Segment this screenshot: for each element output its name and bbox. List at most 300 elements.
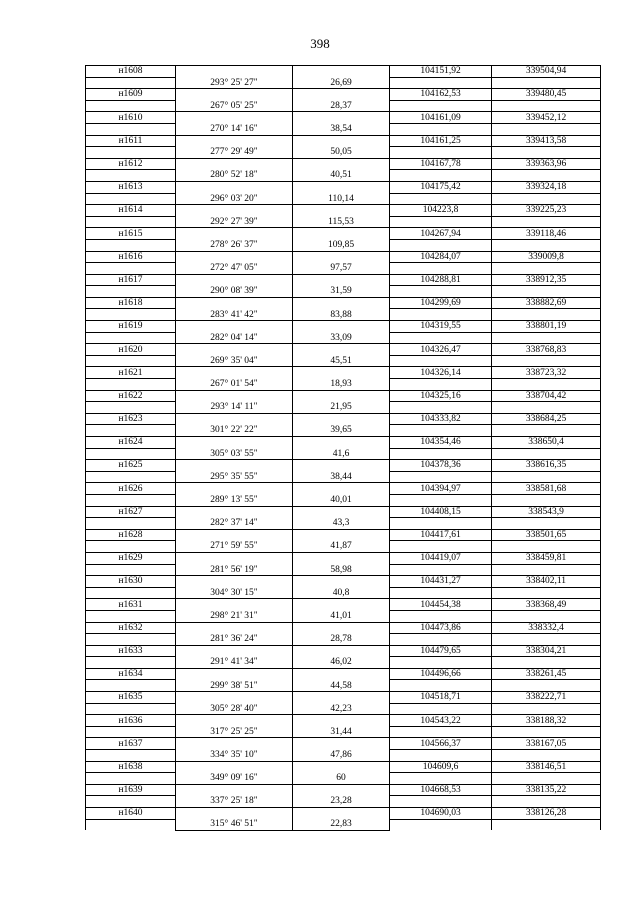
angle-blank-cell <box>176 599 293 611</box>
point-blank-cell <box>86 796 176 808</box>
y-blank-cell <box>492 494 601 506</box>
x-coordinate-cell: 104284,07 <box>390 251 492 263</box>
point-name-cell: н1628 <box>86 529 176 541</box>
segment-row <box>86 703 601 715</box>
length-blank-cell <box>293 738 390 750</box>
point-row <box>86 228 601 240</box>
angle-blank-cell <box>176 506 293 518</box>
x-coordinate-cell: 104431,27 <box>390 576 492 588</box>
point-row <box>86 529 601 541</box>
segment-row <box>86 402 601 414</box>
direction-angle-cell: 282° 04' 14" <box>176 332 293 344</box>
segment-length-cell: 39,65 <box>293 425 390 437</box>
x-blank-cell <box>390 239 492 251</box>
x-coordinate-cell: 104175,42 <box>390 181 492 193</box>
y-coordinate-cell: 339413,58 <box>492 135 601 147</box>
segment-length-cell: 26,69 <box>293 77 390 89</box>
segment-row <box>86 170 601 182</box>
point-blank-cell <box>86 703 176 715</box>
length-blank-cell <box>293 506 390 518</box>
point-name-cell: н1621 <box>86 367 176 379</box>
point-blank-cell <box>86 518 176 530</box>
direction-angle-cell: 292° 27' 39" <box>176 216 293 228</box>
y-blank-cell <box>492 657 601 669</box>
point-blank-cell <box>86 773 176 785</box>
point-row <box>86 645 601 657</box>
segment-row <box>86 263 601 275</box>
x-coordinate-cell: 104518,71 <box>390 692 492 704</box>
page-number: 398 <box>310 36 330 51</box>
y-blank-cell <box>492 355 601 367</box>
y-blank-cell <box>492 147 601 159</box>
y-coordinate-cell: 338332,4 <box>492 622 601 634</box>
segment-row <box>86 819 601 830</box>
segment-length-cell: 42,23 <box>293 703 390 715</box>
point-name-cell: н1627 <box>86 506 176 518</box>
length-blank-cell <box>293 413 390 425</box>
y-blank-cell <box>492 425 601 437</box>
segment-length-cell: 97,57 <box>293 263 390 275</box>
y-blank-cell <box>492 402 601 414</box>
y-coordinate-cell: 338304,21 <box>492 645 601 657</box>
y-blank-cell <box>492 518 601 530</box>
direction-angle-cell: 337° 25' 18" <box>176 796 293 808</box>
angle-blank-cell <box>176 576 293 588</box>
point-name-cell: н1634 <box>86 668 176 680</box>
point-row <box>86 367 601 379</box>
direction-angle-cell: 281° 36' 24" <box>176 634 293 646</box>
point-name-cell: н1608 <box>86 66 176 78</box>
point-name-cell: н1618 <box>86 297 176 309</box>
point-blank-cell <box>86 726 176 738</box>
point-name-cell: н1635 <box>86 692 176 704</box>
point-row <box>86 668 601 680</box>
x-blank-cell <box>390 448 492 460</box>
point-row <box>86 274 601 286</box>
y-coordinate-cell: 338135,22 <box>492 784 601 796</box>
angle-blank-cell <box>176 784 293 796</box>
point-row <box>86 622 601 634</box>
x-coordinate-cell: 104162,53 <box>390 89 492 101</box>
direction-angle-cell: 301° 22' 22" <box>176 425 293 437</box>
y-blank-cell <box>492 680 601 692</box>
x-blank-cell <box>390 170 492 182</box>
x-coordinate-cell: 104288,81 <box>390 274 492 286</box>
x-coordinate-cell: 104454,38 <box>390 599 492 611</box>
x-blank-cell <box>390 471 492 483</box>
length-blank-cell <box>293 135 390 147</box>
y-coordinate-cell: 338704,42 <box>492 390 601 402</box>
segment-length-cell: 22,83 <box>293 819 390 830</box>
y-coordinate-cell: 338650,4 <box>492 437 601 449</box>
length-blank-cell <box>293 181 390 193</box>
point-name-cell: н1610 <box>86 112 176 124</box>
point-row <box>86 552 601 564</box>
x-blank-cell <box>390 680 492 692</box>
point-blank-cell <box>86 332 176 344</box>
y-coordinate-cell: 339118,46 <box>492 228 601 240</box>
y-blank-cell <box>492 332 601 344</box>
x-blank-cell <box>390 379 492 391</box>
point-blank-cell <box>86 657 176 669</box>
segment-length-cell: 40,8 <box>293 587 390 599</box>
segment-row <box>86 147 601 159</box>
point-blank-cell <box>86 77 176 89</box>
direction-angle-cell: 315° 46' 51" <box>176 819 293 830</box>
point-blank-cell <box>86 147 176 159</box>
y-coordinate-cell: 339363,96 <box>492 158 601 170</box>
point-blank-cell <box>86 216 176 228</box>
direction-angle-cell: 293° 25' 27" <box>176 77 293 89</box>
direction-angle-cell: 269° 35' 04" <box>176 355 293 367</box>
x-coordinate-cell: 104668,53 <box>390 784 492 796</box>
y-blank-cell <box>492 77 601 89</box>
segment-length-cell: 41,6 <box>293 448 390 460</box>
segment-row <box>86 448 601 460</box>
x-blank-cell <box>390 263 492 275</box>
x-coordinate-cell: 104299,69 <box>390 297 492 309</box>
angle-blank-cell <box>176 135 293 147</box>
segment-row <box>86 239 601 251</box>
point-row <box>86 784 601 796</box>
point-row <box>86 135 601 147</box>
point-blank-cell <box>86 541 176 553</box>
segment-row <box>86 100 601 112</box>
segment-row <box>86 657 601 669</box>
x-blank-cell <box>390 796 492 808</box>
length-blank-cell <box>293 645 390 657</box>
angle-blank-cell <box>176 181 293 193</box>
angle-blank-cell <box>176 390 293 402</box>
point-name-cell: н1640 <box>86 808 176 820</box>
segment-length-cell: 45,51 <box>293 355 390 367</box>
point-row <box>86 460 601 472</box>
point-name-cell: н1619 <box>86 321 176 333</box>
direction-angle-cell: 282° 37' 14" <box>176 518 293 530</box>
y-coordinate-cell: 338501,65 <box>492 529 601 541</box>
direction-angle-cell: 299° 38' 51" <box>176 680 293 692</box>
length-blank-cell <box>293 784 390 796</box>
x-blank-cell <box>390 703 492 715</box>
length-blank-cell <box>293 390 390 402</box>
direction-angle-cell: 296° 03' 20" <box>176 193 293 205</box>
direction-angle-cell: 298° 21' 31" <box>176 610 293 622</box>
y-coordinate-cell: 338581,68 <box>492 483 601 495</box>
point-name-cell: н1637 <box>86 738 176 750</box>
coordinates-table <box>85 65 601 831</box>
length-blank-cell <box>293 529 390 541</box>
y-blank-cell <box>492 379 601 391</box>
length-blank-cell <box>293 112 390 124</box>
segment-length-cell: 58,98 <box>293 564 390 576</box>
y-coordinate-cell: 338188,32 <box>492 715 601 727</box>
length-blank-cell <box>293 622 390 634</box>
x-coordinate-cell: 104378,36 <box>390 460 492 472</box>
x-blank-cell <box>390 494 492 506</box>
point-name-cell: н1631 <box>86 599 176 611</box>
segment-row <box>86 773 601 785</box>
point-blank-cell <box>86 564 176 576</box>
point-blank-cell <box>86 239 176 251</box>
point-blank-cell <box>86 587 176 599</box>
length-blank-cell <box>293 158 390 170</box>
angle-blank-cell <box>176 645 293 657</box>
direction-angle-cell: 334° 35' 10" <box>176 750 293 762</box>
y-coordinate-cell: 339009,8 <box>492 251 601 263</box>
x-blank-cell <box>390 726 492 738</box>
x-blank-cell <box>390 564 492 576</box>
direction-angle-cell: 289° 13' 55" <box>176 494 293 506</box>
angle-blank-cell <box>176 112 293 124</box>
angle-blank-cell <box>176 460 293 472</box>
point-row <box>86 413 601 425</box>
segment-row <box>86 564 601 576</box>
point-row <box>86 738 601 750</box>
x-blank-cell <box>390 610 492 622</box>
point-blank-cell <box>86 263 176 275</box>
length-blank-cell <box>293 321 390 333</box>
length-blank-cell <box>293 668 390 680</box>
x-blank-cell <box>390 100 492 112</box>
point-name-cell: н1638 <box>86 761 176 773</box>
segment-length-cell: 38,54 <box>293 123 390 135</box>
length-blank-cell <box>293 761 390 773</box>
point-name-cell: н1611 <box>86 135 176 147</box>
segment-row <box>86 355 601 367</box>
segment-length-cell: 33,09 <box>293 332 390 344</box>
x-blank-cell <box>390 750 492 762</box>
x-blank-cell <box>390 425 492 437</box>
x-blank-cell <box>390 773 492 785</box>
point-row <box>86 297 601 309</box>
x-coordinate-cell: 104151,92 <box>390 66 492 78</box>
x-coordinate-cell: 104319,55 <box>390 321 492 333</box>
x-coordinate-cell: 104609,6 <box>390 761 492 773</box>
point-row <box>86 808 601 820</box>
length-blank-cell <box>293 692 390 704</box>
point-blank-cell <box>86 494 176 506</box>
point-row <box>86 89 601 101</box>
x-coordinate-cell: 104566,37 <box>390 738 492 750</box>
segment-length-cell: 43,3 <box>293 518 390 530</box>
x-coordinate-cell: 104333,82 <box>390 413 492 425</box>
point-row <box>86 692 601 704</box>
angle-blank-cell <box>176 437 293 449</box>
direction-angle-cell: 305° 03' 55" <box>176 448 293 460</box>
segment-row <box>86 471 601 483</box>
segment-row <box>86 680 601 692</box>
angle-blank-cell <box>176 738 293 750</box>
angle-blank-cell <box>176 251 293 263</box>
segment-length-cell: 21,95 <box>293 402 390 414</box>
point-name-cell: н1609 <box>86 89 176 101</box>
y-blank-cell <box>492 239 601 251</box>
x-coordinate-cell: 104354,46 <box>390 437 492 449</box>
direction-angle-cell: 295° 35' 55" <box>176 471 293 483</box>
y-blank-cell <box>492 796 601 808</box>
angle-blank-cell <box>176 158 293 170</box>
y-coordinate-cell: 338459,81 <box>492 552 601 564</box>
y-coordinate-cell: 338222,71 <box>492 692 601 704</box>
point-blank-cell <box>86 379 176 391</box>
segment-length-cell: 40,01 <box>293 494 390 506</box>
length-blank-cell <box>293 576 390 588</box>
point-row <box>86 576 601 588</box>
segment-length-cell: 28,37 <box>293 100 390 112</box>
segment-row <box>86 193 601 205</box>
x-coordinate-cell: 104496,66 <box>390 668 492 680</box>
length-blank-cell <box>293 808 390 820</box>
x-coordinate-cell: 104419,07 <box>390 552 492 564</box>
length-blank-cell <box>293 599 390 611</box>
segment-length-cell: 60 <box>293 773 390 785</box>
point-row <box>86 251 601 263</box>
point-name-cell: н1632 <box>86 622 176 634</box>
segment-row <box>86 518 601 530</box>
y-coordinate-cell: 338684,25 <box>492 413 601 425</box>
segment-length-cell: 46,02 <box>293 657 390 669</box>
y-blank-cell <box>492 471 601 483</box>
angle-blank-cell <box>176 808 293 820</box>
direction-angle-cell: 280° 52' 18" <box>176 170 293 182</box>
direction-angle-cell: 278° 26' 37" <box>176 239 293 251</box>
direction-angle-cell: 283° 41' 42" <box>176 309 293 321</box>
point-blank-cell <box>86 471 176 483</box>
y-blank-cell <box>492 541 601 553</box>
point-row <box>86 344 601 356</box>
angle-blank-cell <box>176 205 293 217</box>
x-blank-cell <box>390 518 492 530</box>
segment-row <box>86 332 601 344</box>
x-coordinate-cell: 104326,14 <box>390 367 492 379</box>
point-blank-cell <box>86 100 176 112</box>
point-name-cell: н1636 <box>86 715 176 727</box>
y-blank-cell <box>492 750 601 762</box>
point-name-cell: н1617 <box>86 274 176 286</box>
y-blank-cell <box>492 703 601 715</box>
segment-row <box>86 541 601 553</box>
direction-angle-cell: 290° 08' 39" <box>176 286 293 298</box>
point-blank-cell <box>86 402 176 414</box>
y-blank-cell <box>492 309 601 321</box>
y-coordinate-cell: 338402,11 <box>492 576 601 588</box>
y-coordinate-cell: 338768,83 <box>492 344 601 356</box>
length-blank-cell <box>293 715 390 727</box>
segment-length-cell: 44,58 <box>293 680 390 692</box>
segment-length-cell: 41,01 <box>293 610 390 622</box>
point-name-cell: н1629 <box>86 552 176 564</box>
x-blank-cell <box>390 402 492 414</box>
segment-length-cell: 47,86 <box>293 750 390 762</box>
segment-row <box>86 494 601 506</box>
angle-blank-cell <box>176 89 293 101</box>
point-row <box>86 321 601 333</box>
point-name-cell: н1614 <box>86 205 176 217</box>
point-row <box>86 158 601 170</box>
segment-row <box>86 309 601 321</box>
point-row <box>86 181 601 193</box>
angle-blank-cell <box>176 321 293 333</box>
point-name-cell: н1630 <box>86 576 176 588</box>
point-row <box>86 715 601 727</box>
point-blank-cell <box>86 170 176 182</box>
point-name-cell: н1623 <box>86 413 176 425</box>
x-coordinate-cell: 104161,25 <box>390 135 492 147</box>
angle-blank-cell <box>176 529 293 541</box>
direction-angle-cell: 304° 30' 15" <box>176 587 293 599</box>
point-blank-cell <box>86 309 176 321</box>
y-coordinate-cell: 338882,69 <box>492 297 601 309</box>
coordinates-table-body <box>86 66 601 831</box>
x-blank-cell <box>390 332 492 344</box>
x-coordinate-cell: 104479,65 <box>390 645 492 657</box>
point-row <box>86 761 601 773</box>
point-name-cell: н1633 <box>86 645 176 657</box>
x-coordinate-cell: 104161,09 <box>390 112 492 124</box>
point-blank-cell <box>86 425 176 437</box>
point-row <box>86 437 601 449</box>
segment-length-cell: 50,05 <box>293 147 390 159</box>
angle-blank-cell <box>176 692 293 704</box>
x-blank-cell <box>390 355 492 367</box>
point-name-cell: н1624 <box>86 437 176 449</box>
x-blank-cell <box>390 193 492 205</box>
segment-length-cell: 41,87 <box>293 541 390 553</box>
angle-blank-cell <box>176 274 293 286</box>
direction-angle-cell: 293° 14' 11" <box>176 402 293 414</box>
x-coordinate-cell: 104417,61 <box>390 529 492 541</box>
y-coordinate-cell: 338801,19 <box>492 321 601 333</box>
x-blank-cell <box>390 657 492 669</box>
segment-row <box>86 796 601 808</box>
point-blank-cell <box>86 610 176 622</box>
y-coordinate-cell: 338368,49 <box>492 599 601 611</box>
y-blank-cell <box>492 286 601 298</box>
point-row <box>86 483 601 495</box>
segment-row <box>86 77 601 89</box>
angle-blank-cell <box>176 552 293 564</box>
length-blank-cell <box>293 228 390 240</box>
length-blank-cell <box>293 274 390 286</box>
angle-blank-cell <box>176 367 293 379</box>
point-row <box>86 390 601 402</box>
length-blank-cell <box>293 297 390 309</box>
y-blank-cell <box>492 193 601 205</box>
y-blank-cell <box>492 819 601 830</box>
direction-angle-cell: 270° 14' 16" <box>176 123 293 135</box>
y-coordinate-cell: 339504,94 <box>492 66 601 78</box>
direction-angle-cell: 272° 47' 05" <box>176 263 293 275</box>
direction-angle-cell: 271° 59' 55" <box>176 541 293 553</box>
length-blank-cell <box>293 460 390 472</box>
angle-blank-cell <box>176 344 293 356</box>
x-blank-cell <box>390 216 492 228</box>
x-blank-cell <box>390 541 492 553</box>
segment-length-cell: 28,78 <box>293 634 390 646</box>
x-blank-cell <box>390 77 492 89</box>
x-coordinate-cell: 104473,86 <box>390 622 492 634</box>
y-blank-cell <box>492 726 601 738</box>
x-blank-cell <box>390 286 492 298</box>
segment-length-cell: 18,93 <box>293 379 390 391</box>
length-blank-cell <box>293 483 390 495</box>
segment-length-cell: 83,88 <box>293 309 390 321</box>
length-blank-cell <box>293 552 390 564</box>
point-blank-cell <box>86 123 176 135</box>
x-coordinate-cell: 104394,97 <box>390 483 492 495</box>
x-coordinate-cell: 104543,22 <box>390 715 492 727</box>
segment-row <box>86 123 601 135</box>
